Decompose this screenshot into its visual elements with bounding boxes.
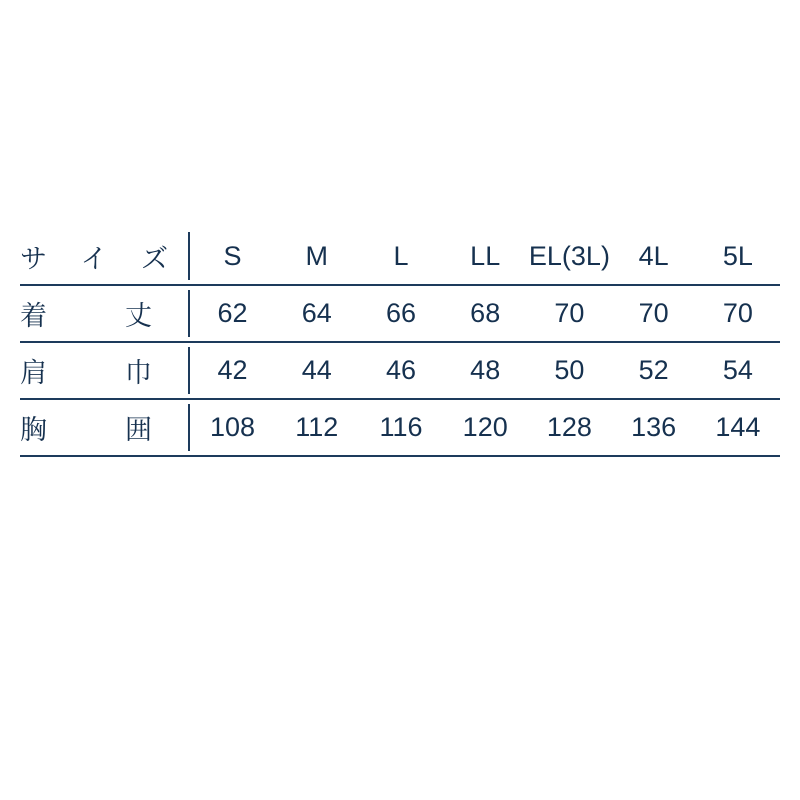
column-header-el3l: EL(3L) <box>527 228 611 285</box>
cell-kitake-4l: 70 <box>612 285 696 342</box>
cell-munemawari-4l: 136 <box>612 399 696 456</box>
row-label-char-2: 巾 <box>125 358 152 388</box>
column-header-s: S <box>190 228 274 285</box>
column-header-ll: LL <box>443 228 527 285</box>
header-label-char-2: イ <box>80 243 108 274</box>
cell-kitake-el3l: 70 <box>527 285 611 342</box>
cell-kitake-m: 64 <box>275 285 359 342</box>
table-header-row <box>20 228 780 285</box>
column-header-l: L <box>359 228 443 285</box>
table-row <box>20 285 780 342</box>
size-table <box>20 228 780 457</box>
cell-katahaba-4l: 52 <box>612 342 696 399</box>
cell-katahaba-el3l: 50 <box>527 342 611 399</box>
header-label-char-1: サ <box>20 243 47 274</box>
row-label-char-1: 肩 <box>20 358 47 388</box>
cell-munemawari-5l: 144 <box>696 399 780 456</box>
size-chart <box>0 228 800 457</box>
cell-munemawari-s: 108 <box>190 399 274 456</box>
header-label-char-3: ズ <box>141 243 168 274</box>
cell-kitake-l: 66 <box>359 285 443 342</box>
row-label-char-1: 着 <box>20 301 47 331</box>
header-label-size <box>20 228 190 285</box>
cell-munemawari-l: 116 <box>359 399 443 456</box>
column-header-5l: 5L <box>696 228 780 285</box>
row-label-kitake <box>20 285 190 342</box>
cell-kitake-5l: 70 <box>696 285 780 342</box>
row-label-char-2: 囲 <box>125 415 152 445</box>
row-label-munemawari <box>20 399 190 456</box>
row-label-katahaba <box>20 342 190 399</box>
cell-munemawari-m: 112 <box>275 399 359 456</box>
column-header-m: M <box>275 228 359 285</box>
cell-katahaba-5l: 54 <box>696 342 780 399</box>
cell-katahaba-m: 44 <box>275 342 359 399</box>
column-header-4l: 4L <box>612 228 696 285</box>
row-label-char-2: 丈 <box>125 301 152 331</box>
cell-kitake-ll: 68 <box>443 285 527 342</box>
table-row <box>20 399 780 456</box>
cell-katahaba-ll: 48 <box>443 342 527 399</box>
cell-munemawari-el3l: 128 <box>527 399 611 456</box>
cell-munemawari-ll: 120 <box>443 399 527 456</box>
cell-kitake-s: 62 <box>190 285 274 342</box>
cell-katahaba-s: 42 <box>190 342 274 399</box>
row-label-char-1: 胸 <box>20 415 47 445</box>
cell-katahaba-l: 46 <box>359 342 443 399</box>
table-row <box>20 342 780 399</box>
